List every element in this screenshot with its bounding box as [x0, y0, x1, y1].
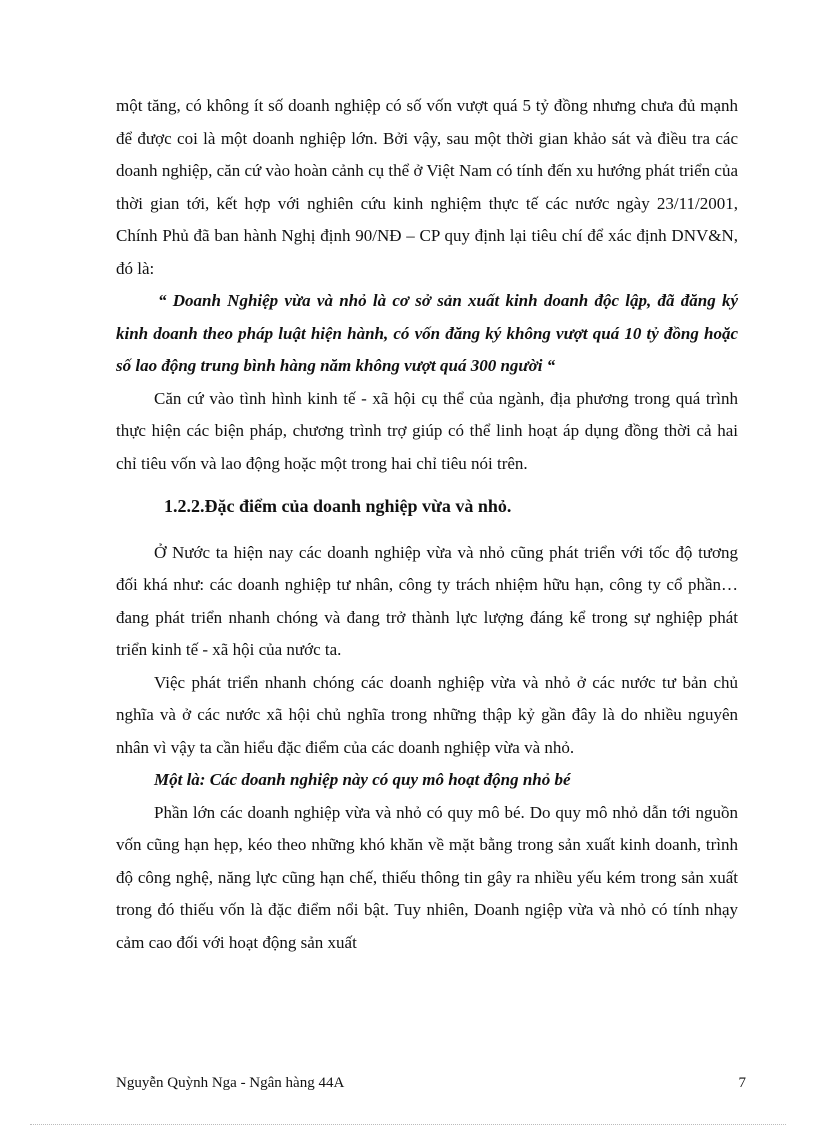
page-footer: [116, 1075, 746, 1092]
paragraph-5: Phần lớn các doanh nghiệp vừa và nhỏ có quy mô bé. Do quy mô nhỏ dẫn tới nguồn vốn cũng hạn hẹp, kéo theo những khó khăn về mặt bằng trong sản xuất kinh doanh, trình độ công nghệ, năng lực cũng hạn chế, thiếu thông tin gây ra nhiều yếu kém trong sản xuất trong đó thiếu vốn là đặc điểm nổi bật. Tuy nhiên, Doanh ngiệp vừa và nhỏ có tính nhạy cảm cao đối với hoạt động sản xuất: [116, 802, 738, 952]
footer-author: Nguyễn Quỳnh Nga - Ngân hàng 44A: [116, 1075, 345, 1091]
page-body: [116, 90, 738, 959]
page-number: 7: [738, 1075, 746, 1091]
paragraph-2: Căn cứ vào tình hình kinh tế - xã hội cụ thể của ngành, địa phương trong quá trình thực hiện các biện pháp, chương trình trợ giúp có thể linh hoạt áp dụng đồng thời cả hai chỉ tiêu vốn và lao động hoặc một trong hai chỉ tiêu nói trên.: [116, 388, 738, 473]
definition-quote: “ Doanh Nghiệp vừa và nhỏ là cơ sở sản xuất kinh doanh độc lập, đã đăng ký kinh doanh theo pháp luật hiện hành, có vốn đăng ký không vượt quá 10 tỷ đồng hoặc số lao động trung bình hàng năm không vượt quá 300 người “: [116, 291, 738, 375]
section-heading: 1.2.2.Đặc điểm của doanh nghiệp vừa và nhỏ.: [164, 496, 512, 516]
paragraph-4: Việc phát triển nhanh chóng các doanh nghiệp vừa và nhỏ ở các nước tư bản chủ nghĩa và ở các nước xã hội chủ nghĩa trong những thập kỷ gần đây là do nhiều nguyên nhân vì vậy ta cần hiểu đặc điểm của các doanh nghiệp vừa và nhỏ.: [116, 672, 738, 757]
paragraph-1: một tăng, có không ít số doanh nghiệp có số vốn vượt quá 5 tỷ đồng nhưng chưa đủ mạnh để được coi là một doanh nghiệp lớn. Bởi vậy, sau một thời gian khảo sát và điều tra các doanh nghiệp, căn cứ vào hoàn cảnh cụ thể ở Việt Nam có tính đến xu hướng phát triển của thời gian tới, kết hợp với nghiên cứu kinh nghiệm thực tế các nước ngày 23/11/2001, Chính Phủ đã ban hành Nghị định 90/NĐ – CP quy định lại tiêu chí để xác định DNV&N, đó là:: [116, 96, 738, 278]
paragraph-3: Ở Nước ta hiện nay các doanh nghiệp vừa và nhỏ cũng phát triển với tốc độ tương đối khá như: các doanh nghiệp tư nhân, công ty trách nhiệm hữu hạn, công ty cổ phần…đang phát triển nhanh chóng và đang trở thành lực lượng đáng kể trong sự nghiệp phát triển kinh tế - xã hội của nước ta.: [116, 542, 738, 659]
subheading: Một là: Các doanh nghiệp này có quy mô hoạt động nhỏ bé: [154, 770, 571, 789]
